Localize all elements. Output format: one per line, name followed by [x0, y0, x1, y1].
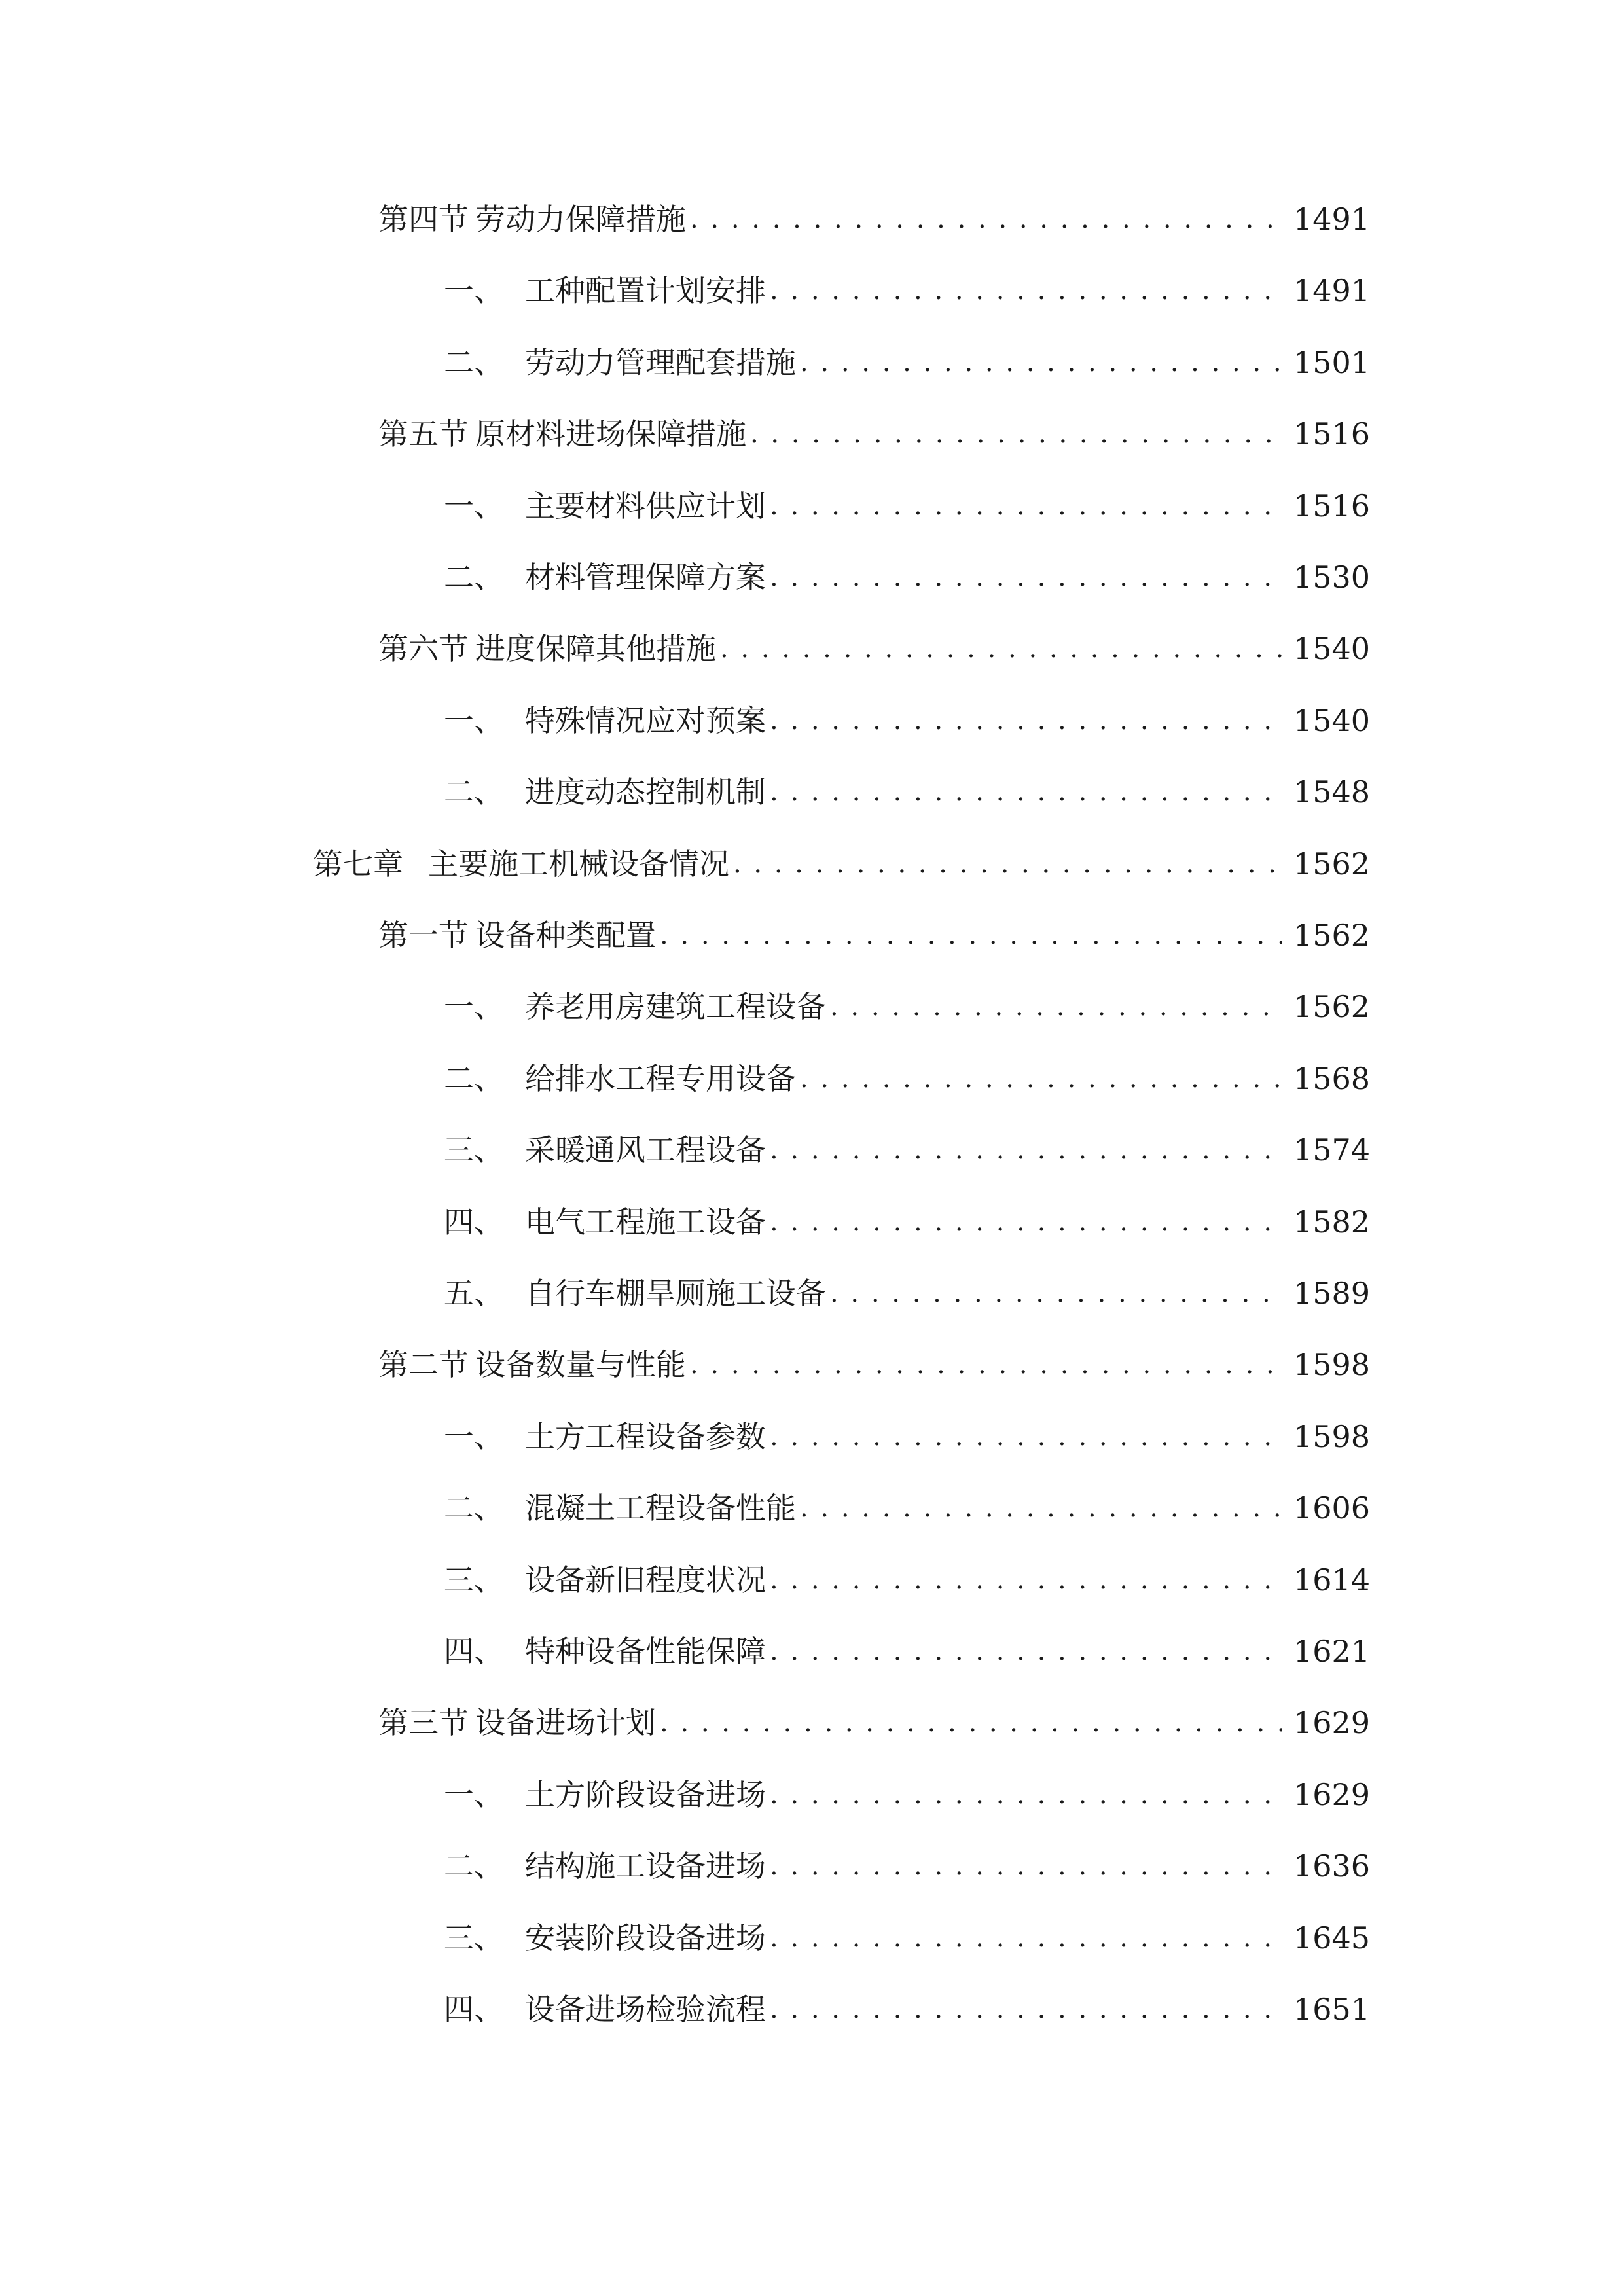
toc-entry-label [378, 202, 686, 237]
toc-entry-label [444, 1634, 766, 1669]
toc-entry[interactable] [444, 1482, 1370, 1534]
toc-entry[interactable] [378, 408, 1370, 460]
toc-entry-page-number: 1621 [1293, 1634, 1370, 1669]
toc-entry-title: 混凝土工程设备性能 [525, 1490, 796, 1526]
toc-entry-page-number: 1530 [1293, 560, 1370, 595]
toc-entry-page-number: 1516 [1293, 416, 1370, 452]
toc-entry-number: 第三节 [378, 1705, 469, 1741]
toc-entry-number: 第一节 [378, 918, 469, 953]
toc-entry-page-number: 1501 [1293, 344, 1370, 380]
toc-entry[interactable] [444, 551, 1370, 603]
dot-leader [770, 564, 1282, 590]
dot-leader [800, 1066, 1282, 1092]
toc-entry-label [444, 560, 766, 595]
dot-leader [770, 1567, 1282, 1593]
toc-entry-label [313, 846, 729, 882]
toc-entry-title: 工种配置计划安排 [525, 273, 766, 309]
toc-entry[interactable] [378, 193, 1370, 245]
dot-leader [770, 779, 1282, 805]
toc-entry-label [444, 344, 796, 380]
toc-entry[interactable] [444, 264, 1370, 317]
toc-entry-title: 自行车棚旱厕施工设备 [525, 1276, 826, 1311]
toc-entry[interactable] [444, 980, 1370, 1033]
toc-entry-number: 三、 [444, 1132, 504, 1168]
toc-entry-number: 二、 [444, 560, 504, 595]
toc-entry[interactable] [444, 336, 1370, 389]
toc-entry-page-number: 1629 [1293, 1776, 1370, 1812]
dot-leader [770, 1638, 1282, 1664]
toc-entry-label [444, 1204, 766, 1240]
toc-entry[interactable] [444, 1196, 1370, 1248]
toc-entry-page-number: 1548 [1293, 774, 1370, 810]
toc-entry[interactable] [444, 1554, 1370, 1606]
toc-entry-label [444, 488, 766, 524]
toc-entry-title: 设备新旧程度状况 [525, 1562, 766, 1598]
toc-entry-page-number: 1589 [1293, 1276, 1370, 1311]
toc-entry-number: 二、 [444, 774, 504, 810]
toc-entry[interactable] [313, 838, 1370, 890]
dot-leader [750, 421, 1282, 447]
dot-leader [733, 851, 1282, 877]
toc-entry-number: 四、 [444, 1634, 504, 1669]
toc-entry-label [444, 1060, 796, 1096]
toc-entry-number: 一、 [444, 1418, 504, 1454]
toc-entry-title: 设备进场计划 [475, 1705, 656, 1741]
dot-leader [770, 493, 1282, 519]
toc-entry-title: 给排水工程专用设备 [525, 1060, 796, 1096]
toc-entry-label [444, 1562, 766, 1598]
toc-entry-page-number: 1598 [1293, 1418, 1370, 1454]
dot-leader [830, 1280, 1282, 1306]
dot-leader [770, 1209, 1282, 1235]
toc-entry-title: 结构施工设备进场 [525, 1848, 766, 1884]
toc-entry[interactable] [378, 1696, 1370, 1749]
toc-entry-title: 养老用房建筑工程设备 [525, 989, 826, 1025]
toc-entry-label [444, 1920, 766, 1956]
toc-entry-page-number: 1629 [1293, 1705, 1370, 1741]
toc-entry-page-number: 1562 [1293, 989, 1370, 1025]
dot-leader [770, 1853, 1282, 1879]
toc-entry-page-number: 1562 [1293, 918, 1370, 953]
toc-entry-page-number: 1574 [1293, 1132, 1370, 1168]
toc-entry-title: 特殊情况应对预案 [525, 702, 766, 738]
toc-entry-number: 一、 [444, 273, 504, 309]
toc-entry-number: 二、 [444, 1490, 504, 1526]
toc-entry[interactable] [444, 1983, 1370, 2036]
toc-entry-number: 二、 [444, 1060, 504, 1096]
toc-entry-label [378, 416, 746, 452]
toc-entry[interactable] [444, 766, 1370, 818]
toc-entry-page-number: 1606 [1293, 1490, 1370, 1526]
toc-entry-number: 一、 [444, 989, 504, 1025]
toc-entry-label [444, 1776, 766, 1812]
toc-entry-title: 主要材料供应计划 [525, 488, 766, 524]
toc-entry[interactable] [444, 694, 1370, 747]
toc-entry-title: 劳动力保障措施 [475, 202, 686, 237]
dot-leader [660, 1710, 1282, 1736]
toc-entry-title: 安装阶段设备进场 [525, 1920, 766, 1956]
dot-leader [830, 994, 1282, 1020]
toc-entry-number: 一、 [444, 1776, 504, 1812]
toc-entry-label [444, 1418, 766, 1454]
dot-leader [690, 1352, 1282, 1378]
toc-entry-label [444, 1276, 826, 1311]
toc-entry-number: 四、 [444, 1204, 504, 1240]
toc-entry[interactable] [444, 1267, 1370, 1319]
toc-entry[interactable] [444, 1912, 1370, 1964]
dot-leader [770, 708, 1282, 734]
toc-entry-page-number: 1598 [1293, 1347, 1370, 1383]
dot-leader [770, 1137, 1282, 1163]
toc-entry-number: 三、 [444, 1562, 504, 1598]
toc-entry-title: 进度保障其他措施 [475, 631, 716, 667]
toc-entry-title: 劳动力管理配套措施 [525, 344, 796, 380]
toc-entry-number: 四、 [444, 1992, 504, 2027]
toc-entry[interactable] [444, 1768, 1370, 1821]
toc-entry-page-number: 1645 [1293, 1920, 1370, 1956]
toc-entry-label [444, 1848, 766, 1884]
toc-entry-number: 一、 [444, 702, 504, 738]
toc-entry-title: 采暖通风工程设备 [525, 1132, 766, 1168]
toc-entry-label [444, 1490, 796, 1526]
toc-entry[interactable] [444, 1840, 1370, 1892]
toc-entry-page-number: 1562 [1293, 846, 1370, 882]
toc-entry-label [444, 273, 766, 309]
toc-entry-label [444, 702, 766, 738]
dot-leader [660, 922, 1282, 948]
dot-leader [720, 636, 1282, 662]
toc-entry-page-number: 1568 [1293, 1060, 1370, 1096]
toc-entry[interactable] [444, 1052, 1370, 1105]
toc-entry-title: 材料管理保障方案 [525, 560, 766, 595]
dot-leader [800, 1495, 1282, 1521]
toc-entry-page-number: 1582 [1293, 1204, 1370, 1240]
toc-entry-number: 二、 [444, 344, 504, 380]
toc-entry-title: 设备种类配置 [475, 918, 656, 953]
toc-entry-page-number: 1651 [1293, 1992, 1370, 2027]
toc-entry-number: 二、 [444, 1848, 504, 1884]
dot-leader [690, 206, 1282, 232]
toc-entry[interactable] [444, 1625, 1370, 1677]
toc-entry[interactable] [444, 480, 1370, 532]
toc-entry-number: 一、 [444, 488, 504, 524]
toc-entry-label [444, 1132, 766, 1168]
dot-leader [770, 1925, 1282, 1951]
toc-entry-page-number: 1491 [1293, 273, 1370, 309]
toc-entry-number: 第七章 [313, 846, 403, 882]
toc-entry-number: 五、 [444, 1276, 504, 1311]
toc-entry-label [378, 631, 716, 667]
dot-leader [770, 1424, 1282, 1450]
toc-entry-number: 第二节 [378, 1347, 469, 1383]
toc-entry[interactable] [378, 1338, 1370, 1391]
toc-entry-page-number: 1636 [1293, 1848, 1370, 1884]
toc-entry-number: 第四节 [378, 202, 469, 237]
toc-entry-label [444, 989, 826, 1025]
toc-entry-number: 第六节 [378, 631, 469, 667]
dot-leader [770, 278, 1282, 304]
toc-entry-page-number: 1491 [1293, 202, 1370, 237]
toc-entry-page-number: 1540 [1293, 631, 1370, 667]
toc-entry[interactable] [378, 622, 1370, 675]
dot-leader [770, 1782, 1282, 1808]
toc-entry-label [378, 918, 656, 953]
toc-entry-title: 主要施工机械设备情况 [428, 846, 729, 882]
toc-entry-label [378, 1705, 656, 1741]
toc-entry-title: 设备数量与性能 [475, 1347, 686, 1383]
toc-entry-number: 三、 [444, 1920, 504, 1956]
toc-entry[interactable] [444, 1124, 1370, 1176]
toc-entry-page-number: 1540 [1293, 702, 1370, 738]
toc-entry-title: 土方阶段设备进场 [525, 1776, 766, 1812]
dot-leader [770, 1996, 1282, 2022]
toc-entry-title: 电气工程施工设备 [525, 1204, 766, 1240]
toc-entry-title: 进度动态控制机制 [525, 774, 766, 810]
toc-entry-label [444, 774, 766, 810]
toc-entry-label [378, 1347, 686, 1383]
toc-entry-title: 设备进场检验流程 [525, 1992, 766, 2027]
toc-entry-label [444, 1992, 766, 2027]
toc-entry-page-number: 1614 [1293, 1562, 1370, 1598]
toc-entry-title: 原材料进场保障措施 [475, 416, 746, 452]
toc-entry-page-number: 1516 [1293, 488, 1370, 524]
toc-entry-number: 第五节 [378, 416, 469, 452]
dot-leader [800, 350, 1282, 376]
toc-entry[interactable] [378, 909, 1370, 961]
toc-entry-title: 特种设备性能保障 [525, 1634, 766, 1669]
toc-entry[interactable] [444, 1410, 1370, 1463]
toc-entry-title: 土方工程设备参数 [525, 1418, 766, 1454]
